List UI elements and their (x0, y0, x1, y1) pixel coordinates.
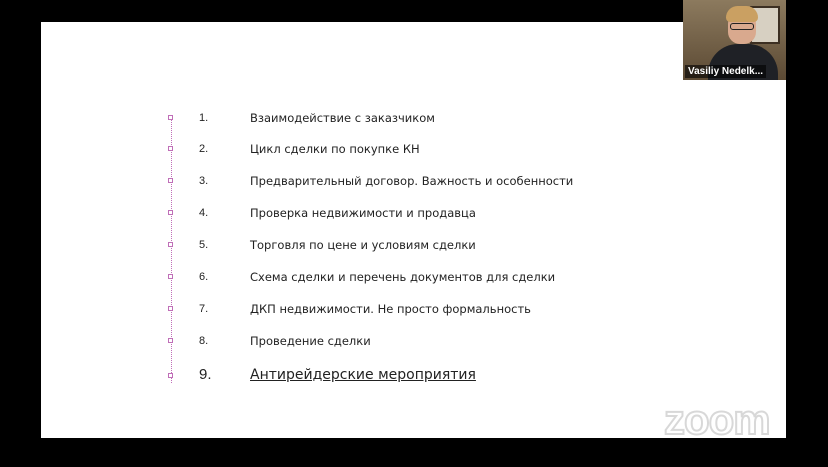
item-number: 4. (199, 207, 209, 219)
bullet-marker (168, 115, 173, 120)
item-number: 6. (199, 271, 209, 283)
item-number: 5. (199, 239, 209, 251)
list-item (41, 236, 641, 256)
item-text: Цикл сделки по покупке КН (250, 142, 420, 156)
item-number: 3. (199, 175, 209, 187)
list-item (41, 204, 641, 224)
participant-hair (726, 6, 758, 22)
item-text: Проверка недвижимости и продавца (250, 206, 476, 220)
participant-name-label: Vasiliy Nedelk... (685, 65, 766, 78)
item-text: Взаимодействие с заказчиком (250, 111, 435, 125)
list-item (41, 172, 641, 192)
item-number: 7. (199, 303, 209, 315)
bullet-marker (168, 306, 173, 311)
item-number: 8. (199, 335, 209, 347)
bullet-marker (168, 178, 173, 183)
bullet-marker (168, 210, 173, 215)
participant-video-tile[interactable] (683, 0, 786, 80)
list-item-active (41, 367, 641, 387)
list-item (41, 300, 641, 320)
glasses (730, 23, 754, 30)
item-number: 1. (199, 112, 209, 124)
list-item (41, 109, 641, 129)
item-text: Предварительный договор. Важность и особенности (250, 174, 574, 188)
item-text: Проведение сделки (250, 334, 371, 348)
bullet-marker (168, 274, 173, 279)
bullet-marker (168, 338, 173, 343)
item-text: ДКП недвижимости. Не просто формальность (250, 302, 531, 316)
bullet-marker (168, 146, 173, 151)
item-text: Торговля по цене и условиям сделки (250, 238, 476, 252)
list-item (41, 268, 641, 288)
bullet-marker (168, 242, 173, 247)
list-item (41, 332, 641, 352)
item-text: Антирейдерские мероприятия (250, 367, 476, 383)
item-text: Схема сделки и перечень документов для сделки (250, 270, 556, 284)
list-item (41, 140, 641, 160)
item-number: 2. (199, 143, 209, 155)
bullet-marker (168, 373, 173, 378)
shared-slide (41, 22, 786, 438)
item-number: 9. (199, 366, 212, 383)
zoom-watermark-logo: zoom (664, 396, 770, 443)
